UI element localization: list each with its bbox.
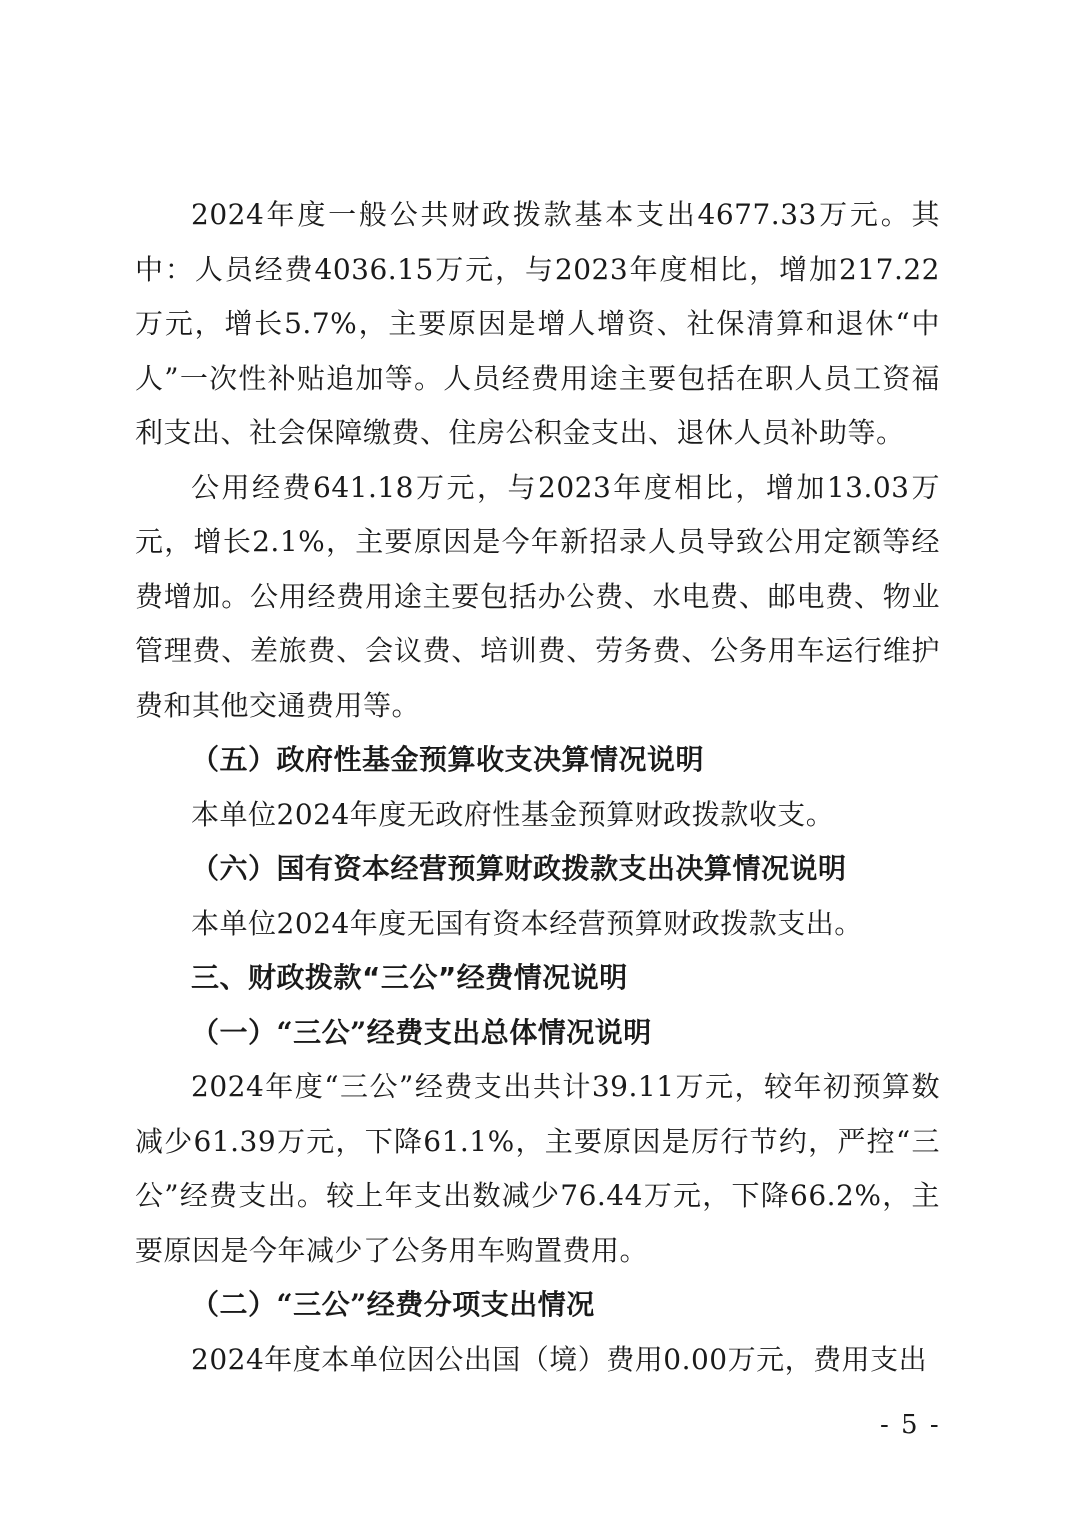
heading-three-public: 三、财政拨款“三公”经费情况说明 (191, 961, 628, 994)
paragraph-three-public-overall: 2024年度“三公”经费支出共计39.11万元，较年初预算数减少61.39万元，下降61.1%，主要原因是厉行节约，严控“三公”经费支出。较上年支出数减少76.44万元，下降66.2%，主要原因是今年减少了公务用车购置费用。 (135, 1070, 940, 1267)
paragraph-overseas-expenses: 2024年度本单位因公出国（境）费用0.00万元，费用支出 (191, 1342, 928, 1376)
page-number: - 5 - (880, 1410, 941, 1440)
paragraph-government-fund: 本单位2024年度无政府性基金预算财政拨款收支。 (191, 797, 835, 831)
paragraph-basic-expenditure: 2024年度一般公共财政拨款基本支出4677.33万元。其中：人员经费4036.15万元，与2023年度相比，增加217.22万元，增长5.7%，主要原因是增人增资、社保清算和退休“中人”一次性补贴追加等。人员经费用途主要包括在职人员工资福利支出、社会保障缴费、住房公积金支出、退休人员补助等。 (135, 198, 940, 449)
heading-three-public-overall: （一）“三公”经费支出总体情况说明 (191, 1015, 652, 1049)
body-text (135, 188, 940, 1387)
paragraph-public-expenses: 公用经费641.18万元，与2023年度相比，增加13.03万元，增长2.1%，主要原因是今年新招录人员导致公用定额等经费增加。公用经费用途主要包括办公费、水电费、邮电费、物业管理费、差旅费、会议费、培训费、劳务费、公务用车运行维护费和其他交通费用等。 (135, 470, 940, 722)
heading-state-capital: （六）国有资本经营预算财政拨款支出决算情况说明 (191, 852, 847, 885)
heading-government-fund: （五）政府性基金预算收支决算情况说明 (191, 743, 705, 776)
heading-three-public-itemized: （二）“三公”经费分项支出情况 (191, 1288, 595, 1321)
paragraph-state-capital: 本单位2024年度无国有资本经营预算财政拨款支出。 (191, 906, 863, 940)
